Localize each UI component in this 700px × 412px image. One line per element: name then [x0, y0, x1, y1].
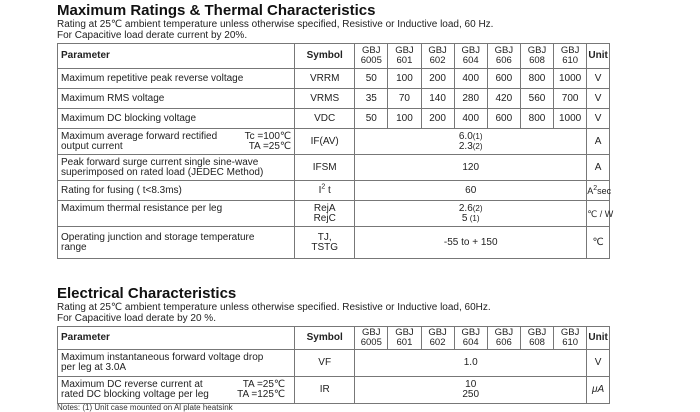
electrical-section — [57, 286, 610, 404]
header-model: GBJ 610 — [554, 327, 587, 350]
table-row-vrrm — [58, 69, 610, 89]
unit-cell: μA — [587, 377, 610, 404]
unit-cell: A — [587, 129, 610, 155]
electrical-title: Electrical Characteristics — [57, 285, 237, 302]
table-row-ifav — [58, 129, 610, 155]
param-line: superimposed on rated load (JEDEC Method) — [61, 166, 264, 178]
value-cell-merged: 60 — [355, 181, 587, 201]
value-cell: 280 — [454, 89, 487, 109]
header-parameter: Parameter — [58, 44, 295, 69]
param-cell: Maximum repetitive peak reverse voltage — [58, 69, 295, 89]
electrical-note-1: Rating at 25℃ ambient temperature unless otherwise specified. Resistive or Inductive load, 60Hz. — [57, 302, 491, 313]
symbol-cell: VDC — [295, 109, 355, 129]
param-cell: Maximum DC blocking voltage — [58, 109, 295, 129]
table-header-row — [58, 44, 610, 69]
param-line: range — [61, 241, 87, 253]
header-model: GBJ 604 — [454, 327, 487, 350]
param-cell — [58, 129, 295, 155]
value-cell: 800 — [520, 109, 553, 129]
symbol-cell: VF — [295, 350, 355, 377]
param-line: Operating junction and storage temperature — [61, 231, 255, 243]
symbol-cell: VRRM — [295, 69, 355, 89]
param-cell — [58, 377, 295, 404]
param-line: rated DC blocking voltage per leg — [61, 389, 209, 400]
maximum-ratings-section — [57, 2, 614, 259]
param-line: output current — [61, 140, 123, 152]
unit-cell: V — [587, 69, 610, 89]
symbol-cell: VRMS — [295, 89, 355, 109]
symbol-cell: TJ, TSTG — [295, 227, 355, 259]
value-cell-merged: 120 — [355, 155, 587, 181]
value-cell: 560 — [520, 89, 553, 109]
param-line: Maximum DC reverse current at — [61, 379, 203, 390]
table-row-vf — [58, 350, 610, 377]
value-cell: 420 — [487, 89, 520, 109]
value-cell: 800 — [520, 69, 553, 89]
param-cell: Maximum RMS voltage — [58, 89, 295, 109]
symbol-cell: IR — [295, 377, 355, 404]
param-line: Maximum average forward rectified — [61, 130, 218, 142]
header-model: GBJ 606 — [487, 44, 520, 69]
value-cell: 200 — [421, 109, 454, 129]
maximum-ratings-title: Maximum Ratings & Thermal Characteristics — [57, 2, 376, 19]
footnote-truncated: Notes: (1) Unit case mounted on Al plate heatsink — [57, 403, 233, 412]
param-cell — [58, 350, 295, 377]
header-model: GBJ 608 — [520, 44, 553, 69]
electrical-note-2: For Capacitive load derate by 20 %. — [57, 313, 216, 324]
condition-text: TA =125℃ — [237, 389, 286, 400]
header-unit: Unit — [587, 327, 610, 350]
header-model: GBJ 606 — [487, 327, 520, 350]
header-model: GBJ 604 — [454, 44, 487, 69]
param-line: Maximum instantaneous forward voltage drop — [61, 352, 264, 363]
header-symbol: Symbol — [295, 44, 355, 69]
table-row-rth — [58, 201, 610, 227]
table-row-vdc — [58, 109, 610, 129]
header-model: GBJ 602 — [421, 327, 454, 350]
value-cell: 200 — [421, 69, 454, 89]
value-cell: 600 — [487, 69, 520, 89]
header-unit: Unit — [587, 44, 610, 69]
unit-cell: ℃ / W — [587, 201, 610, 227]
value-cell-merged: 2.6(2) 5 (1) — [355, 201, 587, 227]
param-cell — [58, 155, 295, 181]
value-cell: 35 — [355, 89, 388, 109]
param-line: per leg at 3.0A — [61, 362, 127, 373]
value-cell: 50 — [355, 69, 388, 89]
symbol-cell: RejA RejC — [295, 201, 355, 227]
unit-cell: A — [587, 155, 610, 181]
value-cell-merged: 1.0 — [355, 350, 587, 377]
param-cell — [58, 227, 295, 259]
unit-cell: V — [587, 109, 610, 129]
header-model: GBJ 6005 — [355, 44, 388, 69]
value-cell-merged: 10 250 — [355, 377, 587, 404]
value-cell: 100 — [388, 109, 421, 129]
header-symbol: Symbol — [295, 327, 355, 350]
value-cell: 600 — [487, 109, 520, 129]
table-row-tj — [58, 227, 610, 259]
header-model: GBJ 608 — [520, 327, 553, 350]
value-cell: 1000 — [554, 69, 587, 89]
header-model: GBJ 6005 — [355, 327, 388, 350]
table-header-row — [58, 327, 610, 350]
value-cell: 70 — [388, 89, 421, 109]
value-cell: 400 — [454, 69, 487, 89]
value-cell: 140 — [421, 89, 454, 109]
value-cell-merged: 6.0(1) 2.3(2) — [355, 129, 587, 155]
symbol-cell: IF(AV) — [295, 129, 355, 155]
table-row-i2t — [58, 181, 610, 201]
header-model: GBJ 601 — [388, 327, 421, 350]
maximum-ratings-note-2: For Capacitive load derate current by 20%. — [57, 30, 248, 41]
table-row-ifsm — [58, 155, 610, 181]
value-cell: 100 — [388, 69, 421, 89]
header-model: GBJ 601 — [388, 44, 421, 69]
unit-cell: V — [587, 350, 610, 377]
condition-text: TA =25℃ — [242, 379, 286, 390]
header-model: GBJ 610 — [554, 44, 587, 69]
param-cell: Maximum thermal resistance per leg — [58, 201, 295, 227]
unit-cell: V — [587, 89, 610, 109]
electrical-table — [57, 326, 610, 404]
value-cell: 400 — [454, 109, 487, 129]
maximum-ratings-note-1: Rating at 25℃ ambient temperature unless otherwise specified, Resistive or Inductive load, 60 Hz. — [57, 19, 494, 30]
table-row-vrms — [58, 89, 610, 109]
unit-cell: ℃ — [587, 227, 610, 259]
maximum-ratings-table — [57, 43, 614, 259]
value-cell-merged: -55 to + 150 — [355, 227, 587, 259]
table-row-ir — [58, 377, 610, 404]
param-cell: Rating for fusing ( t<8.3ms) — [58, 181, 295, 201]
symbol-cell: IFSM — [295, 155, 355, 181]
value-cell: 1000 — [554, 109, 587, 129]
condition-text: Tc =100℃ — [244, 130, 292, 142]
header-model: GBJ 602 — [421, 44, 454, 69]
value-cell: 50 — [355, 109, 388, 129]
header-parameter: Parameter — [58, 327, 295, 350]
param-line: Peak forward surge current single sine-wave — [61, 156, 259, 168]
value-cell: 700 — [554, 89, 587, 109]
symbol-cell: $I^2$ t — [295, 181, 355, 201]
condition-text: TA =25℃ — [248, 140, 292, 152]
unit-cell: $A^2\sec$ — [587, 181, 610, 201]
